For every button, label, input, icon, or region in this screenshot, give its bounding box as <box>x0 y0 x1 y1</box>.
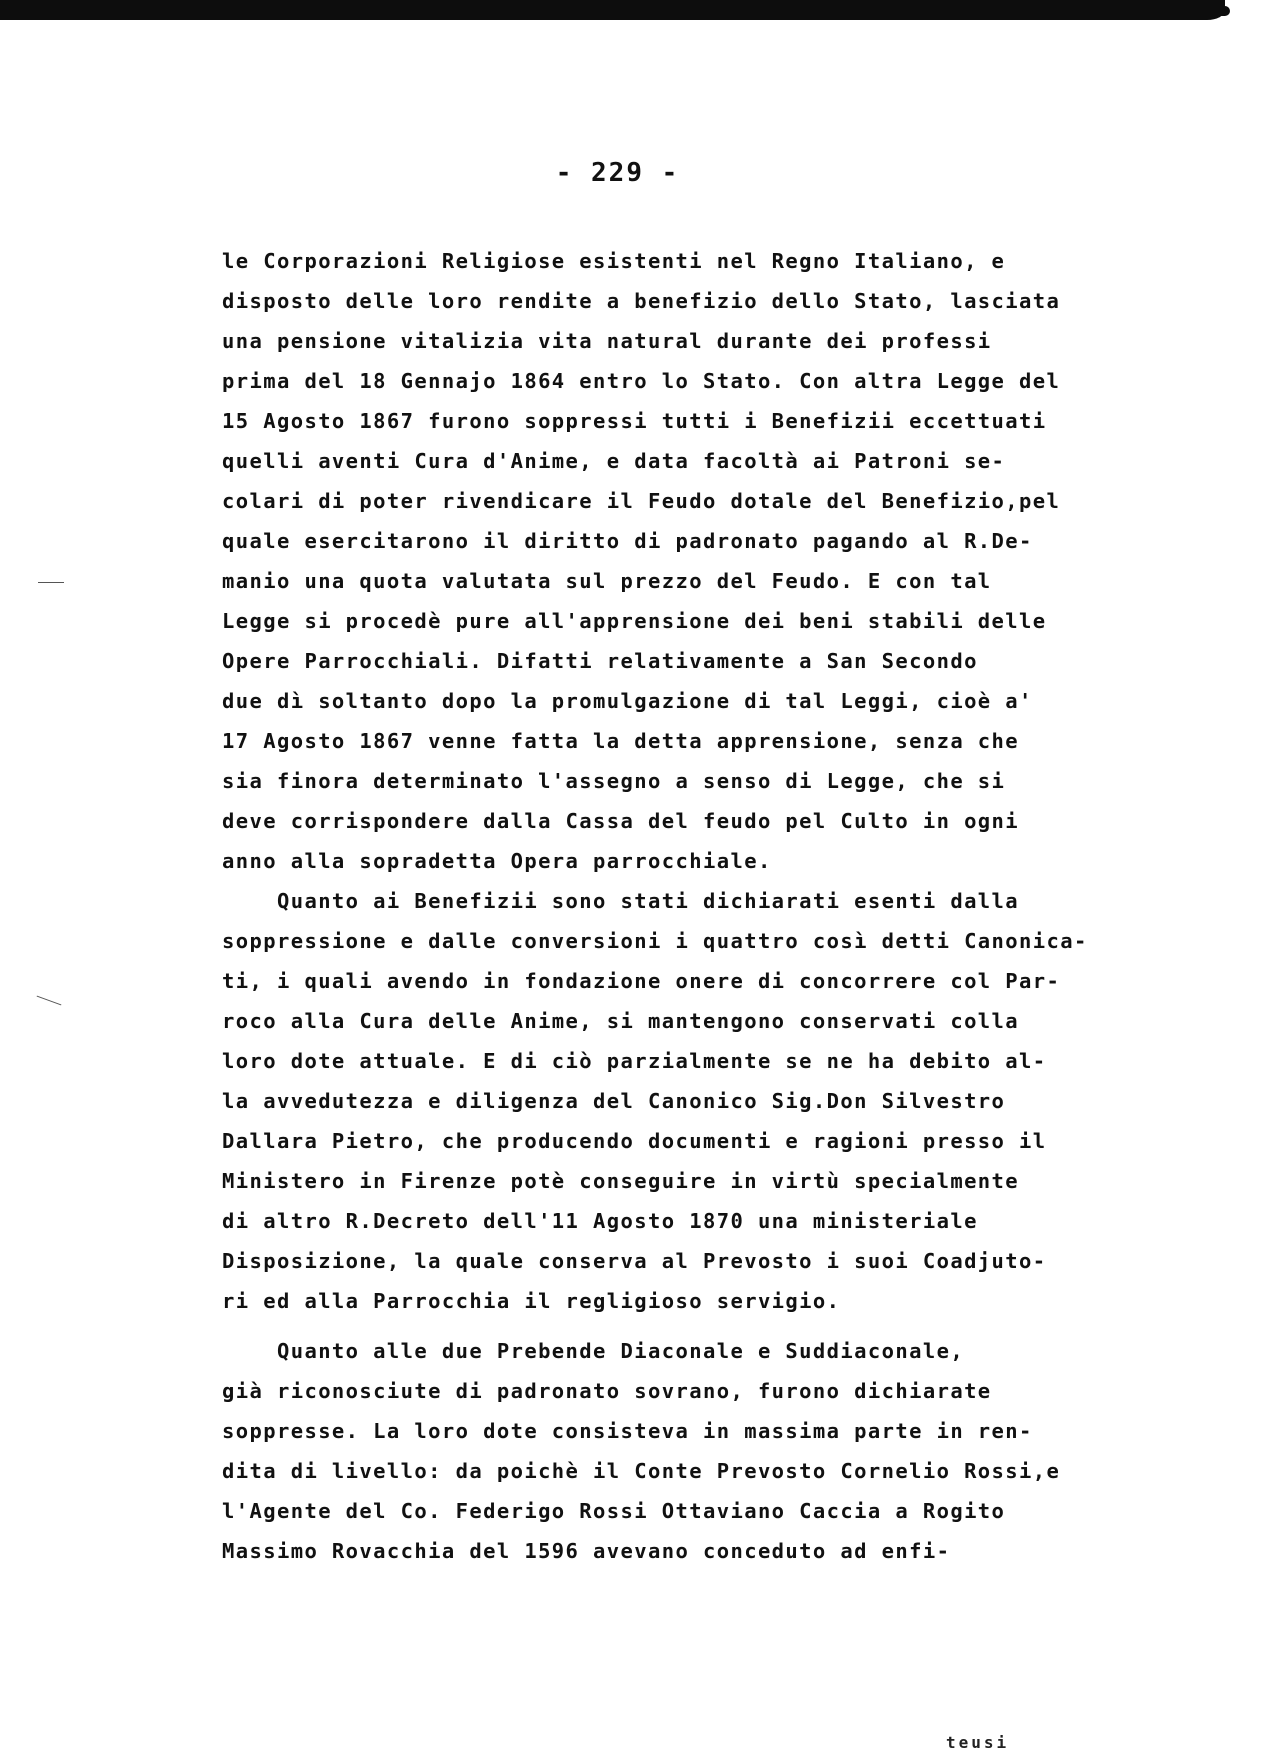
text-line: la avvedutezza e diligenza del Canonico Sig.Don Silvestro <box>222 1089 1006 1113</box>
text-line: prima del 18 Gennajo 1864 entro lo Stato. Con altra Legge del <box>222 369 1061 393</box>
text-line: 15 Agosto 1867 furono soppressi tutti i Benefizii eccettuati <box>222 409 1047 433</box>
text-line: ti, i quali avendo in fondazione onere di concorrere col Par- <box>222 969 1061 993</box>
text-line: 17 Agosto 1867 venne fatta la detta apprensione, senza che <box>222 729 1020 753</box>
page-number: - 229 - <box>555 158 680 188</box>
paragraph-start-line: Quanto alle due Prebende Diaconale e Suddiaconale, <box>222 1339 965 1363</box>
text-line: roco alla Cura delle Anime, si mantengono conservati colla <box>222 1009 1020 1033</box>
text-line: dita di livello: da poichè il Conte Prevosto Cornelio Rossi,e <box>222 1459 1061 1483</box>
text-line: disposto delle loro rendite a benefizio dello Stato, lasciata <box>222 289 1061 313</box>
text-line: già riconosciute di padronato sovrano, furono dichiarate <box>222 1379 992 1403</box>
text-line: Disposizione, la quale conserva al Prevosto i suoi Coadjuto- <box>222 1249 1047 1273</box>
text-line: l'Agente del Co. Federigo Rossi Ottaviano Caccia a Rogito <box>222 1499 1006 1523</box>
catchword: teusi <box>946 1733 1010 1752</box>
text-line: deve corrispondere dalla Cassa del feudo pel Culto in ogni <box>222 809 1020 833</box>
text-line: manio una quota valutata sul prezzo del Feudo. E con tal <box>222 569 992 593</box>
scan-top-edge-bar <box>0 0 1225 20</box>
paragraph-start-line: Quanto ai Benefizii sono stati dichiarati esenti dalla <box>222 889 1020 913</box>
text-line: anno alla sopradetta Opera parrocchiale. <box>222 849 772 873</box>
text-line: Massimo Rovacchia del 1596 avevano conceduto ad enfi- <box>222 1539 951 1563</box>
text-line: quale esercitarono il diritto di padronato pagando al R.De- <box>222 529 1033 553</box>
scan-top-edge-bar-tail <box>1160 6 1230 16</box>
text-line: ri ed alla Parrocchia il regligioso servigio. <box>222 1289 841 1313</box>
text-line: loro dote attuale. E di ciò parzialmente se ne ha debito al- <box>222 1049 1047 1073</box>
text-line: soppressione e dalle conversioni i quattro così detti Canonica- <box>222 929 1088 953</box>
scan-edge-mark <box>37 996 62 1006</box>
text-line: Opere Parrocchiali. Difatti relativamente a San Secondo <box>222 649 978 673</box>
text-line: sia finora determinato l'assegno a senso di Legge, che si <box>222 769 1006 793</box>
scan-edge-mark <box>38 582 64 583</box>
text-line: Dallara Pietro, che producendo documenti e ragioni presso il <box>222 1129 1047 1153</box>
text-line: Legge si procedè pure all'apprensione dei beni stabili delle <box>222 609 1047 633</box>
text-line: Ministero in Firenze potè conseguire in virtù specialmente <box>222 1169 1020 1193</box>
text-line: di altro R.Decreto dell'11 Agosto 1870 una ministeriale <box>222 1209 978 1233</box>
text-line: due dì soltanto dopo la promulgazione di tal Leggi, cioè a' <box>222 689 1033 713</box>
text-line: le Corporazioni Religiose esistenti nel Regno Italiano, e <box>222 249 1006 273</box>
text-line: quelli aventi Cura d'Anime, e data facoltà ai Patroni se- <box>222 449 1006 473</box>
text-line: una pensione vitalizia vita natural durante dei professi <box>222 329 992 353</box>
text-line: soppresse. La loro dote consisteva in massima parte in ren- <box>222 1419 1033 1443</box>
text-line: colari di poter rivendicare il Feudo dotale del Benefizio,pel <box>222 489 1061 513</box>
